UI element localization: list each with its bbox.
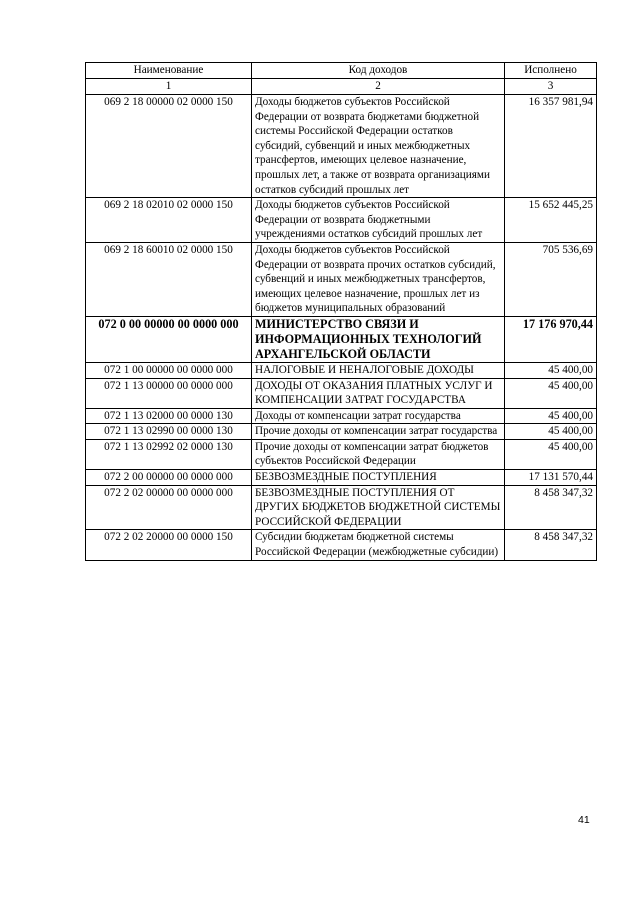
revenue-table — [85, 62, 597, 561]
table-header-row — [86, 63, 597, 79]
revenue-amount: 45 400,00 — [505, 378, 597, 408]
table-row — [86, 424, 597, 440]
revenue-code: 072 2 02 00000 00 0000 000 — [86, 485, 252, 530]
revenue-name: Прочие доходы от компенсации затрат бюджетов субъектов Российской Федерации — [252, 439, 505, 469]
revenue-code: 072 1 13 02990 00 0000 130 — [86, 424, 252, 440]
revenue-name: Доходы бюджетов субъектов Российской Федерации от возврата бюджетными учреждениями остатков субсидий прошлых лет — [252, 198, 505, 243]
table-row — [86, 378, 597, 408]
revenue-name: Прочие доходы от компенсации затрат государства — [252, 424, 505, 440]
table-row — [86, 439, 597, 469]
revenue-code: 069 2 18 00000 02 0000 150 — [86, 95, 252, 198]
revenue-amount: 8 458 347,32 — [505, 530, 597, 560]
revenue-name: Доходы бюджетов субъектов Российской Федерации от возврата бюджетами бюджетной системы Российской Федерации остатков субсидий, субвенций и иных межбюджетных трансфертов, имеющих целевое назначение, прошлых лет, а также от возврата организациями остатков субсидий прошлых лет — [252, 95, 505, 198]
table-row — [86, 242, 597, 316]
revenue-amount: 45 400,00 — [505, 408, 597, 424]
revenue-code: 072 2 00 00000 00 0000 000 — [86, 470, 252, 486]
page-number: 41 — [578, 814, 590, 826]
revenue-name: ДОХОДЫ ОТ ОКАЗАНИЯ ПЛАТНЫХ УСЛУГ И КОМПЕНСАЦИИ ЗАТРАТ ГОСУДАРСТВА — [252, 378, 505, 408]
revenue-amount: 16 357 981,94 — [505, 95, 597, 198]
column-number-row — [86, 79, 597, 95]
table-row — [86, 198, 597, 243]
column-number-2: 2 — [252, 79, 505, 95]
revenue-amount: 45 400,00 — [505, 439, 597, 469]
revenue-code: 072 1 13 00000 00 0000 000 — [86, 378, 252, 408]
header-code: Код доходов — [252, 63, 505, 79]
revenue-code: 072 1 00 00000 00 0000 000 — [86, 362, 252, 378]
header-name: Наименование — [86, 63, 252, 79]
revenue-name: НАЛОГОВЫЕ И НЕНАЛОГОВЫЕ ДОХОДЫ — [252, 362, 505, 378]
table-row — [86, 530, 597, 560]
table-row — [86, 408, 597, 424]
revenue-amount: 705 536,69 — [505, 242, 597, 316]
revenue-code: 072 0 00 00000 00 0000 000 — [86, 316, 252, 362]
revenue-name: Доходы от компенсации затрат государства — [252, 408, 505, 424]
revenue-name: МИНИСТЕРСТВО СВЯЗИ И ИНФОРМАЦИОННЫХ ТЕХНОЛОГИЙ АРХАНГЕЛЬСКОЙ ОБЛАСТИ — [252, 316, 505, 362]
revenue-amount: 8 458 347,32 — [505, 485, 597, 530]
revenue-amount: 17 176 970,44 — [505, 316, 597, 362]
revenue-name: БЕЗВОЗМЕЗДНЫЕ ПОСТУПЛЕНИЯ — [252, 470, 505, 486]
revenue-amount: 15 652 445,25 — [505, 198, 597, 243]
revenue-name: Доходы бюджетов субъектов Российской Федерации от возврата прочих остатков субсидий, субвенций и иных межбюджетных трансфертов, имеющих целевое назначение, прошлых лет из бюджетов муниципальных образований — [252, 242, 505, 316]
revenue-amount: 45 400,00 — [505, 424, 597, 440]
revenue-code: 072 2 02 20000 00 0000 150 — [86, 530, 252, 560]
table-row — [86, 485, 597, 530]
revenue-amount: 17 131 570,44 — [505, 470, 597, 486]
revenue-amount: 45 400,00 — [505, 362, 597, 378]
column-number-3: 3 — [505, 79, 597, 95]
table-row-ministry — [86, 316, 597, 362]
column-number-1: 1 — [86, 79, 252, 95]
revenue-code: 072 1 13 02000 00 0000 130 — [86, 408, 252, 424]
table-row — [86, 95, 597, 198]
table-row — [86, 470, 597, 486]
revenue-code: 069 2 18 02010 02 0000 150 — [86, 198, 252, 243]
table-row — [86, 362, 597, 378]
revenue-code: 072 1 13 02992 02 0000 130 — [86, 439, 252, 469]
revenue-name: Субсидии бюджетам бюджетной системы Российской Федерации (межбюджетные субсидии) — [252, 530, 505, 560]
revenue-code: 069 2 18 60010 02 0000 150 — [86, 242, 252, 316]
header-executed: Исполнено — [505, 63, 597, 79]
revenue-name: БЕЗВОЗМЕЗДНЫЕ ПОСТУПЛЕНИЯ ОТ ДРУГИХ БЮДЖЕТОВ БЮДЖЕТНОЙ СИСТЕМЫ РОССИЙСКОЙ ФЕДЕРАЦИИ — [252, 485, 505, 530]
